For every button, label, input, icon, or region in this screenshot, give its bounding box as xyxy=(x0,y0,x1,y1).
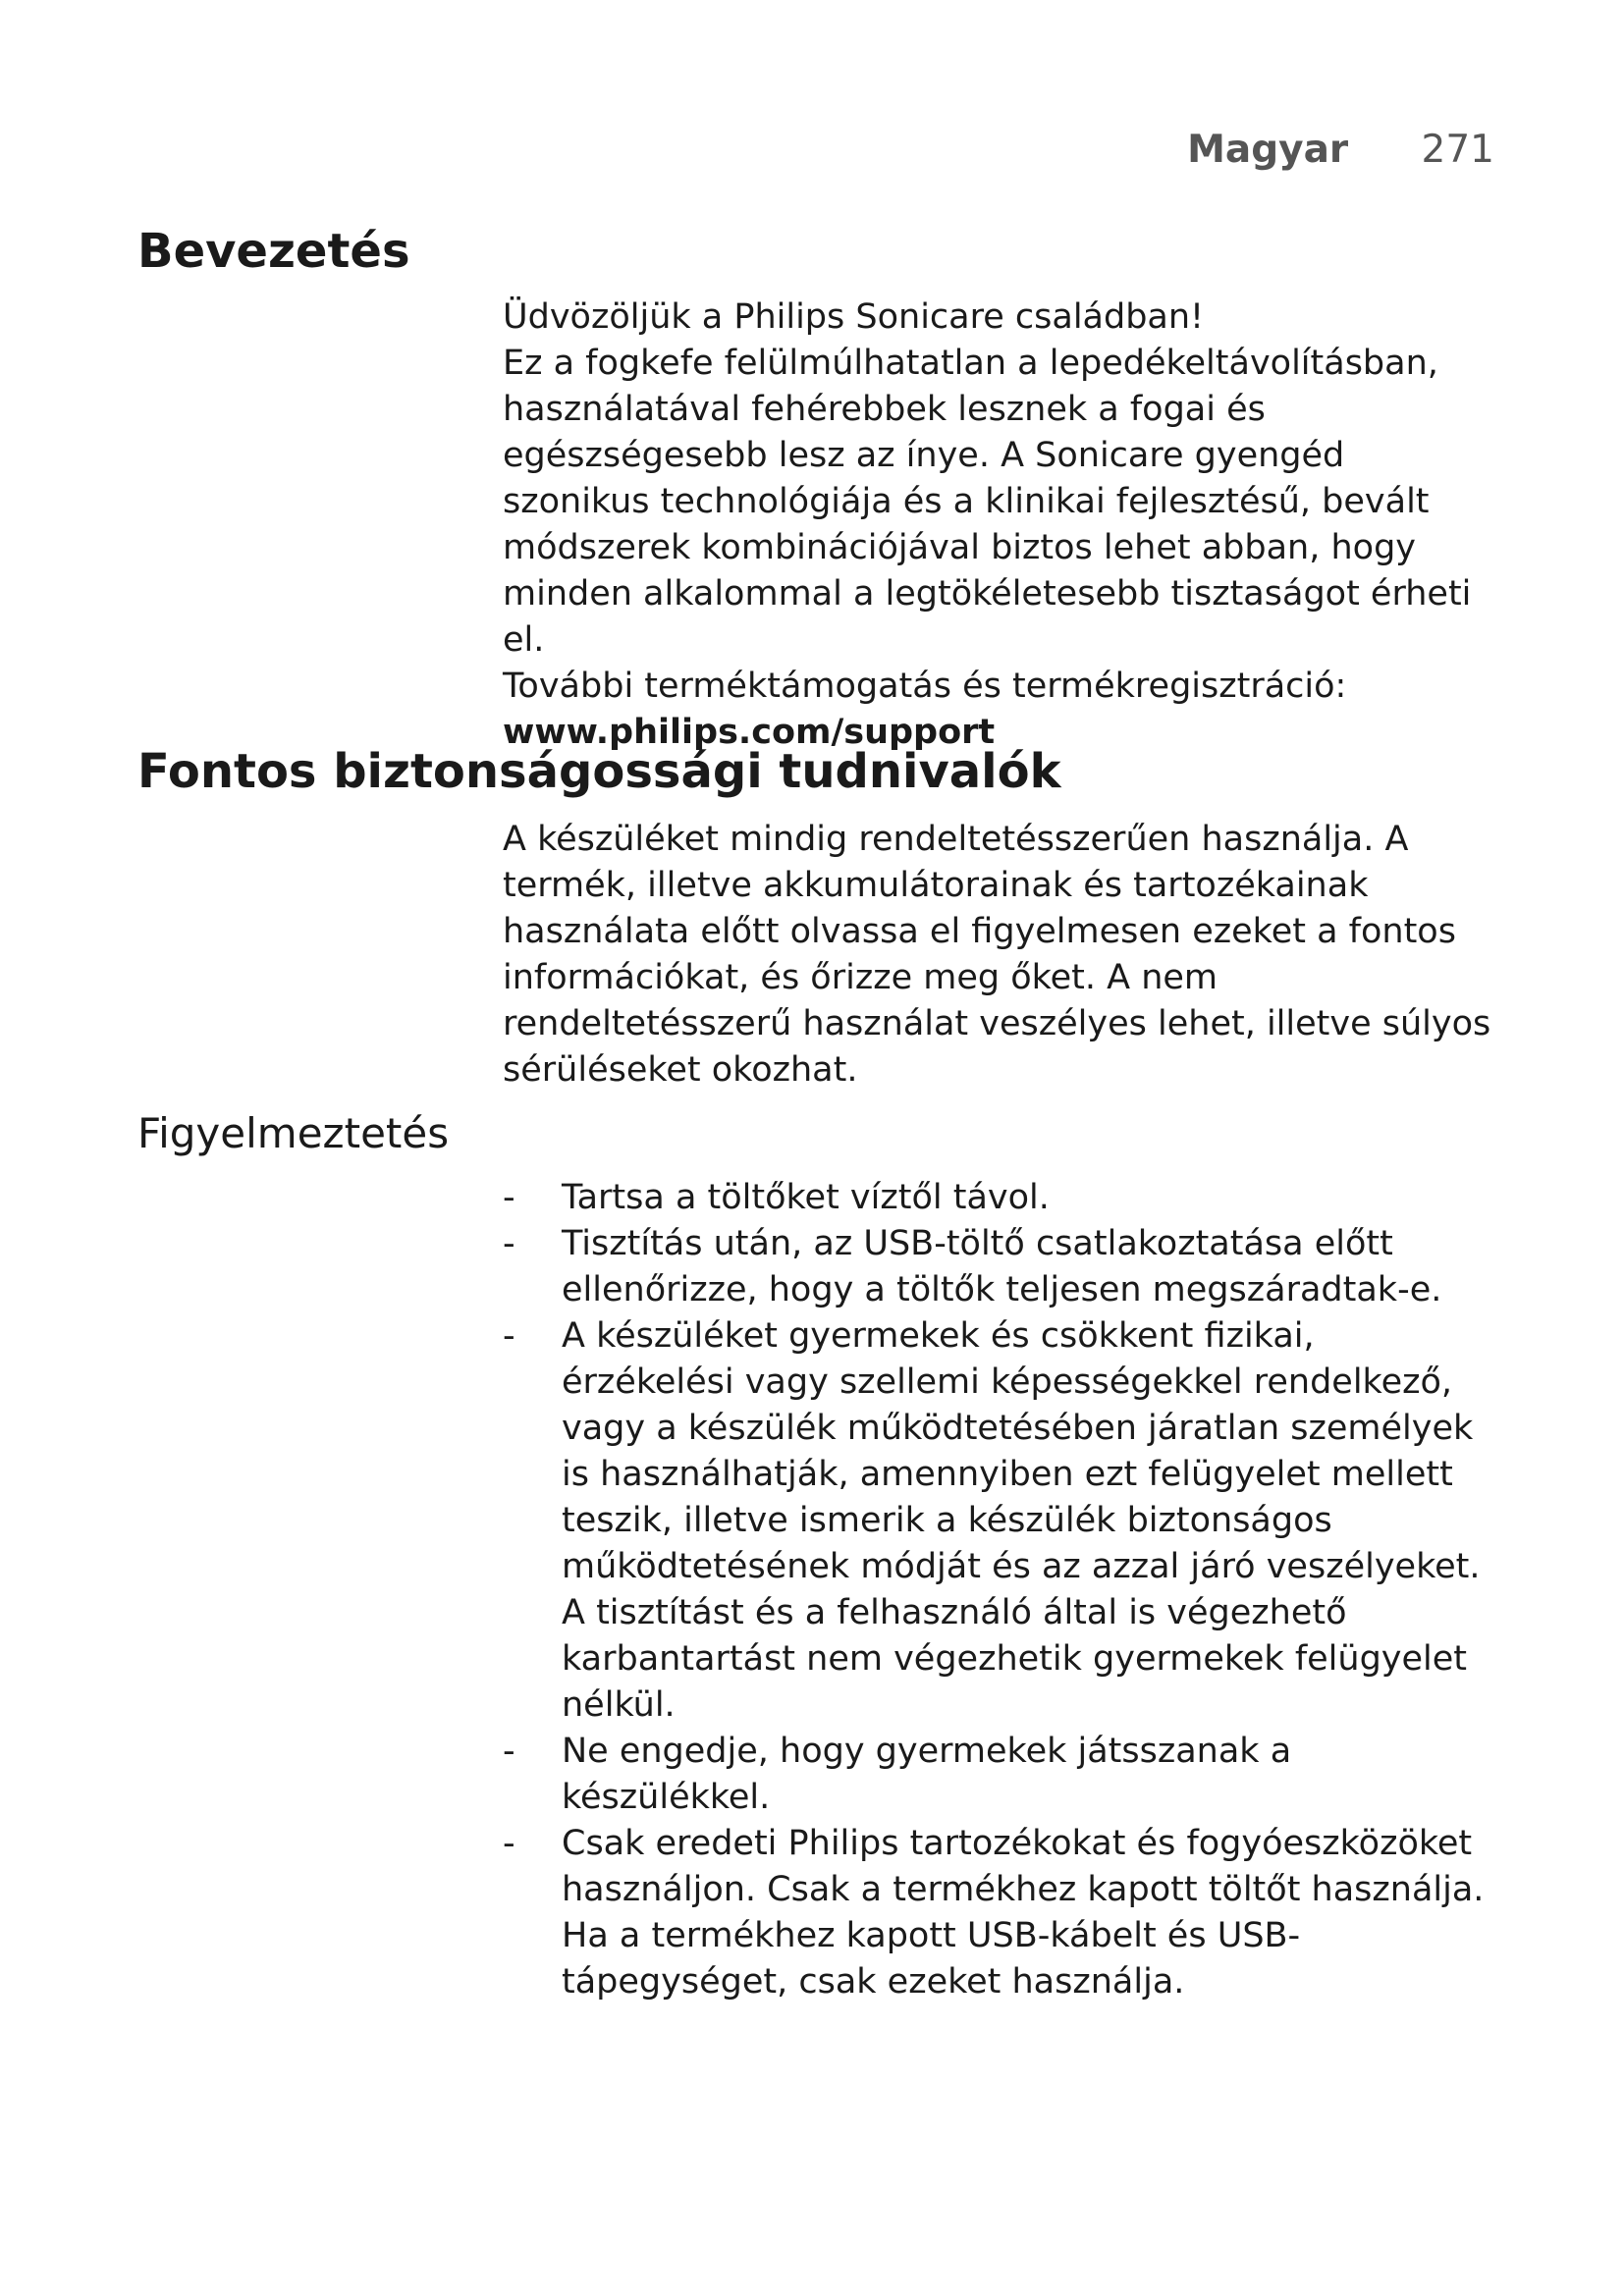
bullet-marker: - xyxy=(503,1824,515,1863)
list-item xyxy=(503,1313,1494,1729)
page-number: 271 xyxy=(1421,128,1494,172)
warning-item-text: A készüléket gyermekek és csökkent fizikai, érzékelési vagy szellemi képességekkel rendelkező, vagy a készülék működtetésében járatlan személyek is használhatják, amennyiben ezt felügyelet mellett teszik, illetve ismerik a készülék biztonságos működtetésének módját és az azzal járó veszélyeket. A tisztítást és a felhasználó által is végezhető karbantartást nem végezhetik gyermekek felügyelet nélkül. xyxy=(562,1316,1481,1725)
bullet-marker: - xyxy=(503,1732,515,1771)
list-item xyxy=(503,1821,1494,2005)
warning-item-text: Tartsa a töltőket víztől távol. xyxy=(562,1178,1050,1217)
intro-welcome: Üdvözöljük a Philips Sonicare családban! xyxy=(503,297,1205,337)
safety-text: A készüléket mindig rendeltetésszerűen használja. A termék, illetve akkumulátorainak és tartozékainak használata előtt olvassa el figyelmesen ezeket a fontos információkat, és őrizze meg őket. A nem rendeltetésszerű használat veszélyes lehet, illetve súlyos sérüléseket okozhat. xyxy=(503,820,1491,1090)
intro-body xyxy=(503,294,1494,756)
warning-list xyxy=(503,1175,1494,2005)
section-title-safety: Fontos biztonságossági tudnivalók xyxy=(137,744,1061,799)
support-link[interactable]: www.philips.com/support xyxy=(503,713,996,752)
safety-body xyxy=(503,817,1494,1094)
list-item xyxy=(503,1729,1494,1821)
intro-text: Ez a fogkefe felülmúlhatatlan a lepedékeltávolításban, használatával fehérebbek lesznek a fogai és egészségesebb lesz az ínye. A Sonicare gyengéd szonikus technológiája és a klinikai fejlesztésű, bevált módszerek kombinációjával biztos lehet abban, hogy minden alkalommal a legtökéletesebb tisztaságot érheti el. xyxy=(503,344,1472,660)
list-item xyxy=(503,1221,1494,1313)
warning-item-text: Tisztítás után, az USB-töltő csatlakoztatása előtt ellenőrizze, hogy a töltők teljesen megszáradtak-e. xyxy=(562,1224,1442,1309)
list-item xyxy=(503,1175,1494,1221)
section-title-warning: Figyelmeztetés xyxy=(137,1109,450,1157)
bullet-marker: - xyxy=(503,1224,515,1263)
page-header xyxy=(1187,128,1494,172)
section-title-intro: Bevezetés xyxy=(137,224,410,279)
language-label: Magyar xyxy=(1187,128,1349,172)
intro-support-text: További terméktámogatás és termékregisztráció: xyxy=(503,667,1347,706)
bullet-marker: - xyxy=(503,1178,515,1217)
warning-item-text: Csak eredeti Philips tartozékokat és fogyóeszközöket használjon. Csak a termékhez kapott töltőt használja. Ha a termékhez kapott USB-kábelt és USB-tápegységet, csak ezeket használja. xyxy=(562,1824,1485,2002)
warning-body xyxy=(503,1175,1494,2005)
bullet-marker: - xyxy=(503,1316,515,1356)
warning-item-text: Ne engedje, hogy gyermekek játsszanak a készülékkel. xyxy=(562,1732,1292,1817)
